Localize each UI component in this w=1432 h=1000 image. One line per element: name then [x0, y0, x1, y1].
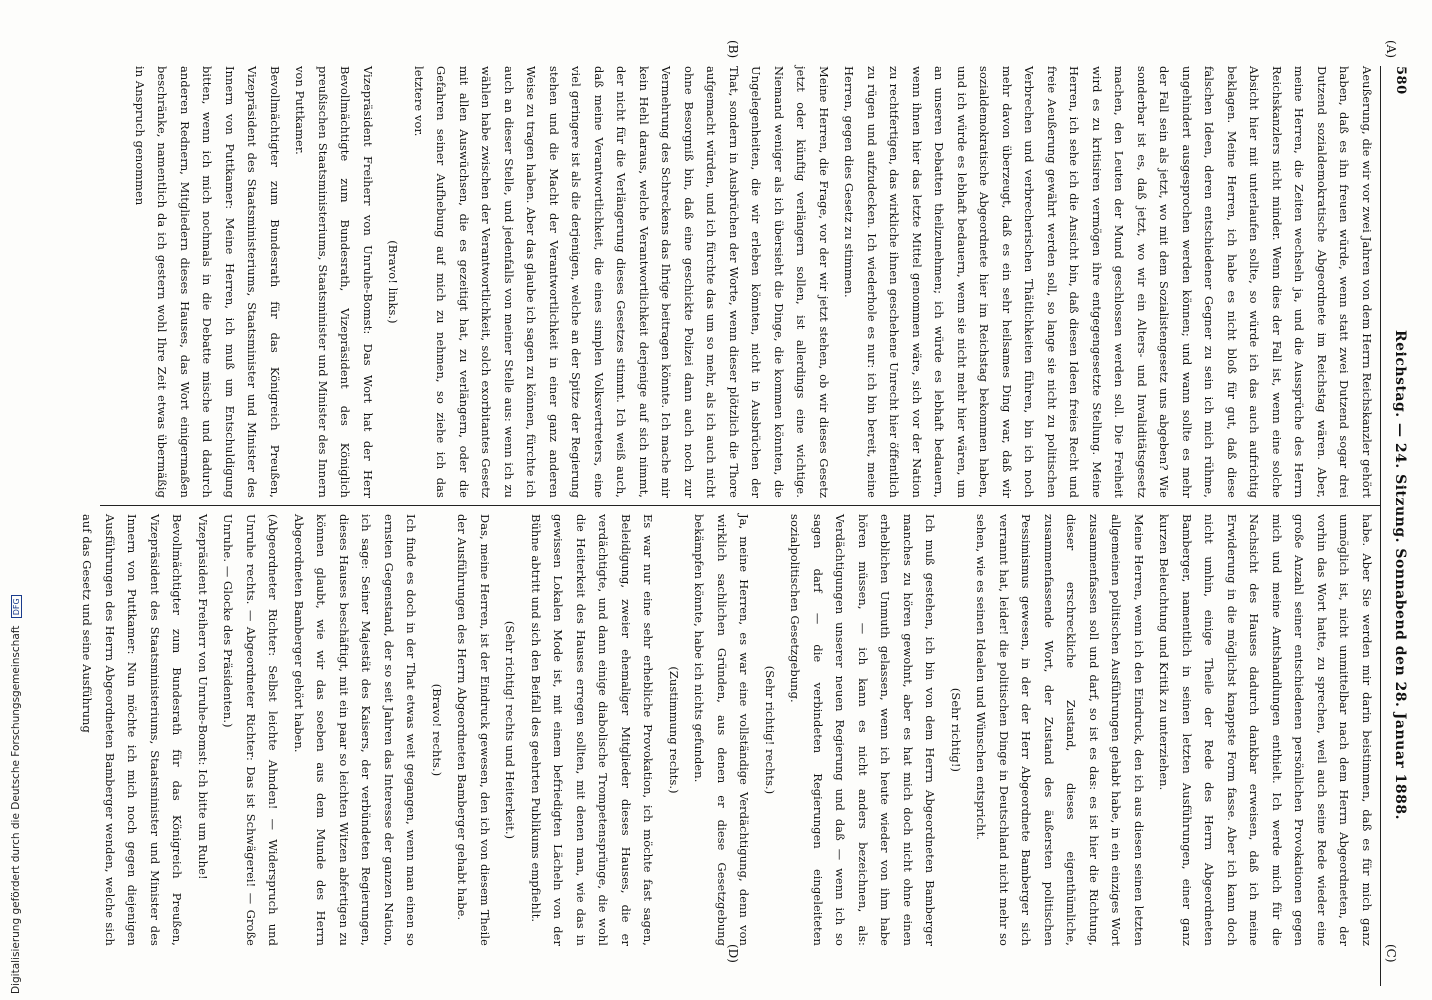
dfg-logo: DFG: [11, 595, 22, 618]
header-rule: [1380, 66, 1381, 986]
paragraph: Meine Herren, wenn ich den Eindruck, den ich aus diesen seinen letzten allgemeinen politischen Ausführungen gehabt habe, in ein einziges Wort zusammenfassen soll und darf, so ist es das: es ist hier die Richtung, dieser erschreckliche Zustand, dieses eigenthümliche, zusammenfassende Wort, der Zustand des äußersten politischen Pessimismus gewesen, in der der Herr Abgeordnete Bamberger sich verrannt hat, leider! die politischen Dinge in Deutschland nicht mehr so sehen, wie es seinen Idealen und Wünschen entspricht.: [974, 514, 1146, 946]
interjection: (Zustimmung rechts.): [667, 666, 681, 794]
paragraph: Aeußerung, die wir vor zwei Jahren von dem Herrn Reichskanzler gehört haben, daß es ihn freuen würde, wenn statt zwei Dutzend sogar drei Dutzend sozialdemokratische Abgeordnete im Reichstag wären. Aber, meine Herren, die Zeiten wechseln ja, und die Aussprüche des Herrn Reichskanzlers nicht minder. Wenn dies der Fall ist, wenn eine solche Absicht hier mit unterlaufen sollte, so würde ich das auch aufrichtig beklagen. Meine Herren, ich habe es nicht bloß für gut, daß diese falschen Ideen, deren entschiedener Gegner zu sein ich mich rühme, ungehindert ausgesprochen werden können; und wann sollte es mehr der Fall sein als jetzt, wo mit dem Sozialistengesetz uns abgeben? Wie sonderbar ist es, daß jetzt, wo wir ein Alters- und Invaliditätsgesetz machen, den Leuten der Mund geschlossen werden soll. Die Freiheit wird es zu kritisiren vermögen ihre entgegengesetzte Stellung. Meine Herren, ich sehe ich die Ansicht bin, daß diesen Ideen freies Recht und freie Aeußerung gewährt werden soll, so lange sie nicht zu politischen Verbrechen und verbrecherischen Thätlichkeiten führen, bin ich noch mehr davon überzeugt, daß es ein sehr heilsames Ding war, daß wir sozialdemokratische Abgeordnete hier im Reichstag bekommen haben, und ich würde es lebhaft bedauern, wenn sie nicht mehr hier wären, um an unseren Debatten theilzunehmen; ich würde es lebhaft bedauern, wenn ihnen hier das letzte Mittel genommen wäre, sich vor der Nation zu rechtfertigen, das wirkliche ihnen geschehene Unrecht hier öffentlich zu rügen und aufzudecken. Ich wiederhole es nur: ich bin bereit, meine Herren, gegen dies Gesetz zu stimmen.: [842, 66, 1374, 498]
column-left: [110, 66, 1378, 498]
column-divider-line: [100, 505, 1380, 506]
column-right: [80, 514, 1378, 946]
paragraph: Vizepräsident Freiherr von Unruhe-Bomst: Ich bitte um Ruhe!: [196, 514, 210, 880]
running-title: Reichstag. — 24. Sitzung. Sonnabend den 28. Januar 1888.: [1392, 330, 1408, 820]
paragraph: Bevollmächtigter zum Bundesrath für das Königreich Preußen, Vizepräsident des Staatsministeriums, Staatsminister und Minister des Innern von Puttkamer: Meine Herren, ich muß um Entschuldigung bitten, wenn ich mich nochmals in die Debatte mische und dadurch anderen Rednern, Mitgliedern dieses Hauses, das Wort einigermaßen beschränke, namentlich da ich gestern wohl Ihre Zeit etwas übermäßig in Anspruch genommen: [133, 66, 282, 498]
margin-marker-b: (B): [726, 40, 740, 59]
paragraph: Es war nur eine sehr erhebliche Provokation, ich möchte fast sagen, Beleidigung, zweier ehemaliger Mitglieder dieses Hauses, die er verdächtigte, und dann einige diabolische Trompetensprünge, die wohl die Heiterkeit des Hauses erregen sollten, mit denen man, wie das in gewissen Lokalen Mode ist, mit einem befriedigten Lächeln von der Bühne abtritt und sich den Beifall des geehrten Publikums empfiehlt.: [529, 514, 656, 946]
margin-marker-c: (C): [1384, 944, 1398, 963]
paragraph: Meine Herren, die Frage, vor der wir jetzt stehen, ob wir dieses Gesetz jetzt oder künftig verlängern sollen, ist allerdings eine wichtige. Niemand weniger als ich übersieht die Dinge, die kommen könnten, die Ungelegenheiten, die wir erleben könnten, nicht in Ausbrüchen der That, sondern in Ausbrüchen der Worte, wenn dieser plötzlich die Thore aufgemacht würden, und ich fürchte das um so mehr, als ich auch nicht ohne Besorgniß bin, daß eine geschickte Polizei dann auch noch zur Vermehrung des Schreckens das Ihrige beitragen könnte. Ich mache mir kein Hehl daraus, welche Verantwortlichkeit derjenige auf sich nimmt, der nicht für die Verlängerung dieses Gesetzes stimmt. Ich weiß auch, daß meine Verantwortlichkeit, die eines simplen Volksvertreters, eine viel geringere ist als die derjenigen, welche an der Spitze der Regierung stehen und die Macht der Verantwortlichkeit in einer ganz anderen Weise zu tragen haben. Aber das glaube ich sagen zu können, fürchte ich auch an dieser Stelle, und jedenfalls von meiner Stelle aus: wenn ich zu wählen habe zwischen der Verantwortlichkeit, solch exorbitantes Gesetz mit allen Auswüchsen, die es gezeitigt hat, zu verlängern, oder die Gefahren seiner Aufhebung auf mich zu nehmen, so ziehe ich das letztere vor.: [412, 66, 831, 498]
paragraph: Ich muß gestehen, ich bin von dem Herrn Abgeordneten Bamberger manches zu hören gewohnt, aber es hat mich doch nicht ohne einen erheblichen Unmuth gelassen, wenn ich heute wieder von ihm habe hören müssen, — ich kann es nicht anders bezeichnen, als: Verdächtigungen unserer neuen Regierung und daß — wenn ich so sagen darf — die verbindeten Regierungen eingeleiteten sozialpolitischen Gesetzgebung.: [788, 514, 938, 946]
paragraph: Vizepräsident Freiherr von Unruhe-Bomst: Das Wort hat der Herr Bevollmächtigte zum Bundesrath, Vizepräsident des Königlich preußischen Staatsministeriums, Staatsminister und Minister des Innern von Puttkamer.: [293, 66, 375, 498]
digitization-credit: [10, 595, 22, 994]
margin-marker-d: (D): [726, 944, 740, 963]
interjection: (Sehr richtig! rechts und Heiterkeit.): [503, 620, 518, 840]
interjection: (Bravo! rechts.): [430, 683, 444, 777]
paragraph: habe. Aber Sie werden mir darin beistimmen, daß es für mich ganz unmöglich ist, nicht unmittelbar nach dem Herrn Abgeordneten, der vorhin das Wort hatte, zu sprechen, weil auch seine Rede wieder eine große Anzahl seiner entschiedenen persönlichen Provokationen gegen mich und meine Amtshandlungen enthielt. Ich werde mich für die Nachsicht des Hauses dadurch dankbar erweisen, daß ich meine Erwiderung in die möglichst knappste Form fasse. Aber ich kann doch nicht umhin, einige Theile der Rede des Herrn Abgeordneten Bamberger, namentlich in seinen letzten Ausführungen, einer ganz kurzen Beleuchtung und Kritik zu unterziehen.: [1157, 514, 1374, 946]
paragraph: (Abgeordneter Richter: Selbst leichte Ahnden! — Widerspruch und Unruhe rechts. — Abgeordneter Richter: Das ist Schwägerei! — Große Unruhe. — Glocke des Präsidenten.): [221, 514, 281, 946]
paragraph: Ja, meine Herren, es war eine vollständige Verdächtigung, denn von wirklich sachlichen Gründen, aus denen er diese Gesetzgebung bekämpfen könnte, habe ich nichts gefunden.: [692, 514, 752, 946]
interjection: (Sehr richtig!): [949, 687, 963, 773]
interjection: (Bravo! links.): [386, 240, 401, 324]
margin-marker-a: (A): [1384, 40, 1398, 59]
paragraph: Ich finde es doch in der That etwas weit gegangen, wenn man einen so ernsten Gegenstand, der so seit Jahren das Interesse der ganzen Nation, ich sage: Seiner Majestät des Kaisers, der verbündeten Regierungen, dieses Hauses beschäftigt, mit ein paar so leichten Witzen abfertigen zu können glaubt, wie wir das soeben aus dem Munde des Herrn Abgeordneten Bamberger gehört haben.: [292, 514, 419, 946]
page-number: 580: [1393, 66, 1408, 95]
credit-text: Digitalisierung gefördert durch die Deutsche Forschungsgemeinschaft: [10, 625, 22, 994]
interjection: (Sehr richtig! rechts.): [763, 665, 777, 795]
paragraph: Das, meine Herren, ist der Eindruck gewesen, den ich von diesem Theile der Ausführungen des Herrn Abgeordneten Bamberger gehabt habe.: [455, 514, 492, 946]
paragraph: Bevollmächtigter zum Bundesrath für das Königreich Preußen, Vizepräsident des Staatsministeriums, Staatsminister und Minister des Innern von Puttkamer: Nun möchte ich mich noch gegen diejenigen Ausführungen des Herrn Abgeordneten Bamberger wenden, welche sich auf das Gesetz und seine Ausführung: [80, 514, 185, 946]
